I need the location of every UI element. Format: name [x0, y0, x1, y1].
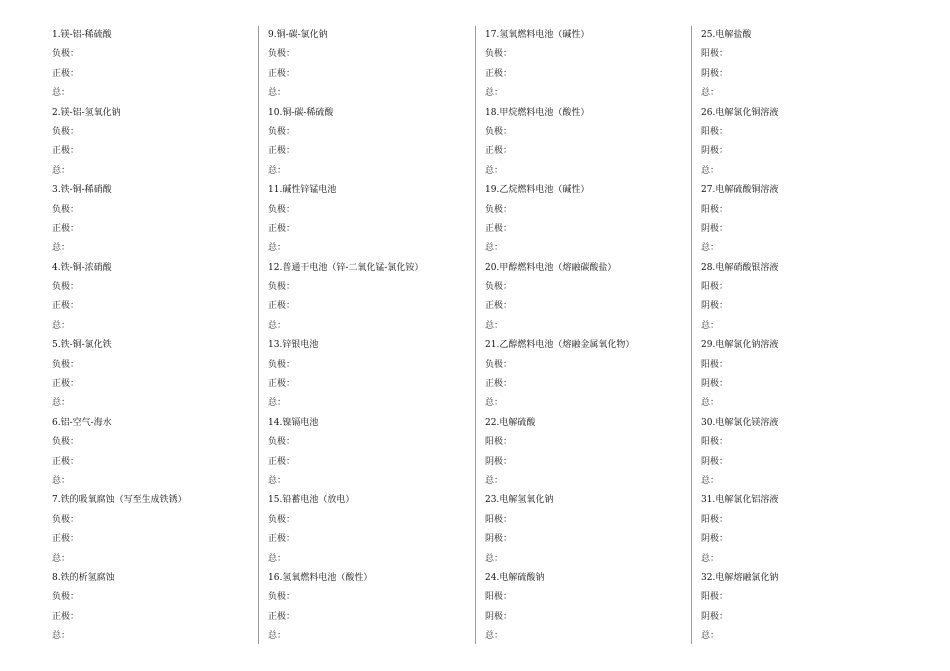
- second-electrode-field: 阴极：: [701, 611, 729, 622]
- overall-reaction-field: 总：: [268, 475, 287, 486]
- problem-title: 14.镍镉电池: [268, 417, 319, 428]
- problem-block: [52, 491, 252, 569]
- overall-reaction-field: 总：: [485, 553, 504, 564]
- problem-block: [701, 336, 901, 414]
- problem-title: 11.碱性锌锰电池: [268, 185, 337, 196]
- problem-title: 12.普通干电池（锌-二氧化锰-氯化铵）: [268, 262, 424, 273]
- overall-reaction-field: 总：: [485, 475, 504, 486]
- worksheet-column-4: [701, 26, 901, 647]
- second-electrode-field: 阴极：: [701, 534, 729, 545]
- overall-reaction-field: 总：: [701, 165, 720, 176]
- problem-block: [485, 491, 685, 569]
- problem-block: [52, 26, 252, 104]
- problem-title: 21.乙醇燃料电池（熔融金属氧化物）: [485, 340, 635, 351]
- first-electrode-field: 负极：: [52, 437, 80, 448]
- first-electrode-field: 负极：: [268, 514, 296, 525]
- problem-block: [52, 414, 252, 492]
- worksheet-column-2: [268, 26, 468, 647]
- problem-block: [701, 26, 901, 104]
- problem-title: 24.电解硫酸钠: [485, 572, 545, 583]
- overall-reaction-field: 总：: [485, 243, 504, 254]
- overall-reaction-field: 总：: [268, 88, 287, 99]
- second-electrode-field: 正极：: [485, 223, 513, 234]
- problem-title: 17.氢氧燃料电池（碱性）: [485, 30, 590, 40]
- first-electrode-field: 负极：: [268, 359, 296, 370]
- second-electrode-field: 阴极：: [485, 534, 513, 545]
- problem-block: [268, 181, 468, 259]
- column-divider: [691, 26, 692, 644]
- second-electrode-field: 正极：: [52, 611, 80, 622]
- second-electrode-field: 正极：: [485, 301, 513, 312]
- problem-block: [485, 336, 685, 414]
- overall-reaction-field: 总：: [268, 553, 287, 564]
- first-electrode-field: 负极：: [268, 282, 296, 293]
- overall-reaction-field: 总：: [52, 475, 71, 486]
- problem-block: [268, 336, 468, 414]
- second-electrode-field: 正极：: [52, 456, 80, 467]
- problem-title: 18.甲烷燃料电池（酸性）: [485, 107, 590, 118]
- problem-title: 20.甲醇燃料电池（熔融碳酸盐）: [485, 262, 617, 273]
- overall-reaction-field: 总：: [268, 165, 287, 176]
- first-electrode-field: 负极：: [485, 49, 513, 60]
- problem-block: [268, 26, 468, 104]
- second-electrode-field: 正极：: [52, 379, 80, 390]
- first-electrode-field: 负极：: [52, 514, 80, 525]
- first-electrode-field: 负极：: [52, 49, 80, 60]
- column-divider: [475, 26, 476, 644]
- problem-title: 6.铝-空气-海水: [52, 417, 112, 428]
- problem-block: [701, 181, 901, 259]
- second-electrode-field: 正极：: [485, 146, 513, 157]
- second-electrode-field: 阴极：: [701, 68, 729, 79]
- second-electrode-field: 阴极：: [701, 379, 729, 390]
- second-electrode-field: 正极：: [268, 146, 296, 157]
- overall-reaction-field: 总：: [701, 475, 720, 486]
- overall-reaction-field: 总：: [485, 88, 504, 99]
- problem-block: [268, 104, 468, 182]
- overall-reaction-field: 总：: [268, 320, 287, 331]
- first-electrode-field: 负极：: [268, 204, 296, 215]
- problem-block: [701, 569, 901, 647]
- problem-block: [485, 181, 685, 259]
- problem-title: 22.电解硫酸: [485, 417, 536, 428]
- problem-block: [701, 491, 901, 569]
- overall-reaction-field: 总：: [268, 243, 287, 254]
- problem-title: 9.铜-碳-氯化钠: [268, 30, 328, 40]
- problem-block: [701, 414, 901, 492]
- first-electrode-field: 负极：: [268, 592, 296, 603]
- problem-title: 32.电解熔融氯化钠: [701, 572, 779, 583]
- problem-block: [268, 259, 468, 337]
- problem-title: 7.铁的吸氧腐蚀（写至生成铁锈）: [52, 495, 187, 506]
- second-electrode-field: 正极：: [52, 68, 80, 79]
- problem-title: 31.电解氯化铝溶液: [701, 495, 779, 506]
- first-electrode-field: 阳极：: [701, 282, 729, 293]
- overall-reaction-field: 总：: [268, 398, 287, 409]
- problem-block: [52, 104, 252, 182]
- first-electrode-field: 负极：: [52, 359, 80, 370]
- overall-reaction-field: 总：: [52, 631, 71, 642]
- problem-title: 30.电解氯化镁溶液: [701, 417, 779, 428]
- first-electrode-field: 阳极：: [701, 514, 729, 525]
- first-electrode-field: 负极：: [268, 126, 296, 137]
- problem-block: [52, 259, 252, 337]
- second-electrode-field: 正极：: [52, 301, 80, 312]
- first-electrode-field: 负极：: [485, 126, 513, 137]
- problem-block: [268, 569, 468, 647]
- problem-title: 26.电解氯化铜溶液: [701, 107, 779, 118]
- first-electrode-field: 负极：: [52, 282, 80, 293]
- second-electrode-field: 正极：: [268, 534, 296, 545]
- worksheet-column-1: [52, 26, 252, 647]
- second-electrode-field: 正极：: [268, 456, 296, 467]
- second-electrode-field: 正极：: [268, 68, 296, 79]
- problem-title: 2.镁-铝-氢氧化钠: [52, 107, 121, 118]
- second-electrode-field: 正极：: [485, 379, 513, 390]
- problem-title: 25.电解盐酸: [701, 30, 752, 40]
- problem-block: [701, 259, 901, 337]
- problem-title: 15.铅蓄电池（放电）: [268, 495, 355, 506]
- problem-title: 5.铁-铜-氯化铁: [52, 340, 112, 351]
- problem-title: 13.锌银电池: [268, 340, 319, 351]
- overall-reaction-field: 总：: [52, 243, 71, 254]
- second-electrode-field: 正极：: [268, 301, 296, 312]
- second-electrode-field: 阴极：: [485, 456, 513, 467]
- column-divider: [258, 26, 259, 644]
- overall-reaction-field: 总：: [52, 88, 71, 99]
- first-electrode-field: 负极：: [485, 204, 513, 215]
- problem-title: 10.铜-碳-稀硫酸: [268, 107, 334, 118]
- second-electrode-field: 正极：: [52, 223, 80, 234]
- overall-reaction-field: 总：: [701, 631, 720, 642]
- problem-block: [268, 414, 468, 492]
- overall-reaction-field: 总：: [52, 320, 71, 331]
- problem-block: [268, 491, 468, 569]
- second-electrode-field: 正极：: [52, 146, 80, 157]
- problem-block: [52, 336, 252, 414]
- first-electrode-field: 阳极：: [701, 126, 729, 137]
- problem-block: [485, 26, 685, 104]
- first-electrode-field: 阳极：: [485, 514, 513, 525]
- second-electrode-field: 正极：: [485, 68, 513, 79]
- first-electrode-field: 阳极：: [701, 204, 729, 215]
- overall-reaction-field: 总：: [701, 398, 720, 409]
- problem-title: 1.镁-铝-稀硫酸: [52, 30, 112, 40]
- first-electrode-field: 阳极：: [485, 592, 513, 603]
- first-electrode-field: 阳极：: [701, 49, 729, 60]
- second-electrode-field: 正极：: [268, 223, 296, 234]
- problem-title: 28.电解硝酸银溶液: [701, 262, 779, 273]
- problem-block: [485, 414, 685, 492]
- overall-reaction-field: 总：: [701, 320, 720, 331]
- first-electrode-field: 负极：: [268, 49, 296, 60]
- overall-reaction-field: 总：: [52, 165, 71, 176]
- first-electrode-field: 负极：: [485, 359, 513, 370]
- first-electrode-field: 负极：: [52, 204, 80, 215]
- problem-block: [52, 569, 252, 647]
- problem-block: [485, 259, 685, 337]
- overall-reaction-field: 总：: [485, 320, 504, 331]
- problem-block: [701, 104, 901, 182]
- problem-title: 29.电解氯化钠溶液: [701, 340, 779, 351]
- problem-title: 27.电解硫酸铜溶液: [701, 185, 779, 196]
- overall-reaction-field: 总：: [52, 553, 71, 564]
- second-electrode-field: 阴极：: [701, 146, 729, 157]
- problem-block: [485, 569, 685, 647]
- overall-reaction-field: 总：: [268, 631, 287, 642]
- overall-reaction-field: 总：: [701, 243, 720, 254]
- first-electrode-field: 负极：: [268, 437, 296, 448]
- overall-reaction-field: 总：: [485, 631, 504, 642]
- overall-reaction-field: 总：: [485, 398, 504, 409]
- overall-reaction-field: 总：: [52, 398, 71, 409]
- first-electrode-field: 负极：: [52, 126, 80, 137]
- second-electrode-field: 阴极：: [701, 223, 729, 234]
- problem-title: 23.电解氢氧化钠: [485, 495, 554, 506]
- first-electrode-field: 阳极：: [701, 437, 729, 448]
- problem-block: [485, 104, 685, 182]
- first-electrode-field: 阳极：: [701, 592, 729, 603]
- second-electrode-field: 正极：: [268, 379, 296, 390]
- problem-block: [52, 181, 252, 259]
- first-electrode-field: 阳极：: [485, 437, 513, 448]
- second-electrode-field: 阴极：: [485, 611, 513, 622]
- problem-title: 4.铁-铜-浓硝酸: [52, 262, 112, 273]
- first-electrode-field: 负极：: [485, 282, 513, 293]
- problem-title: 19.乙烷燃料电池（碱性）: [485, 185, 590, 196]
- first-electrode-field: 负极：: [52, 592, 80, 603]
- worksheet-column-3: [485, 26, 685, 647]
- second-electrode-field: 阴极：: [701, 301, 729, 312]
- problem-title: 3.铁-铜-稀硝酸: [52, 185, 112, 196]
- overall-reaction-field: 总：: [485, 165, 504, 176]
- second-electrode-field: 正极：: [268, 611, 296, 622]
- first-electrode-field: 阳极：: [701, 359, 729, 370]
- second-electrode-field: 阴极：: [701, 456, 729, 467]
- overall-reaction-field: 总：: [701, 553, 720, 564]
- second-electrode-field: 正极：: [52, 534, 80, 545]
- problem-title: 8.铁的析氢腐蚀: [52, 572, 115, 583]
- overall-reaction-field: 总：: [701, 88, 720, 99]
- problem-title: 16.氢氧燃料电池（酸性）: [268, 572, 373, 583]
